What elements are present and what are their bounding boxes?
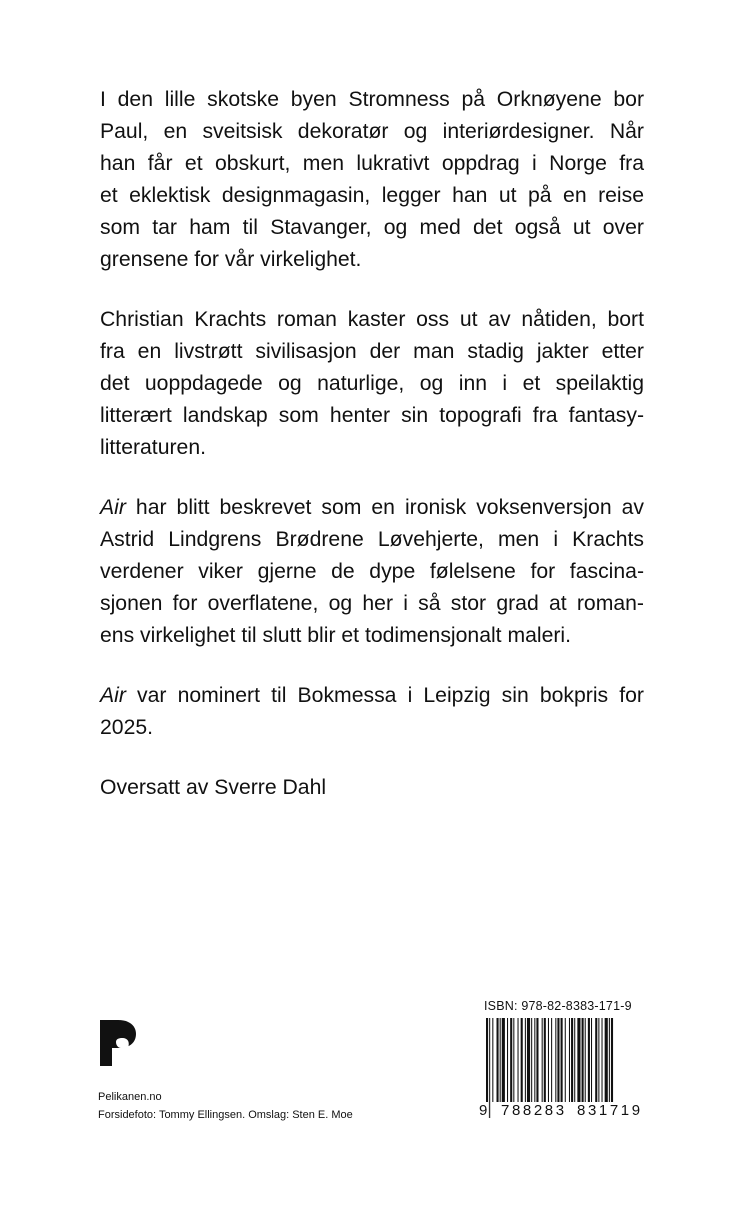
text-line: fra en livstrøtt sivilisasjon der man stadig jakter etter (100, 340, 644, 363)
text-line: verdener viker gjerne de dype følelsene for fascina- (100, 560, 644, 583)
barcode-bar (577, 1018, 580, 1102)
barcode-bar (582, 1018, 584, 1102)
text-line: litteraturen. (100, 436, 206, 459)
barcode-bar (565, 1018, 566, 1102)
text-line: Astrid Lindgrens Brødrene Løvehjerte, men i Krachts (100, 528, 644, 551)
barcode-bar (513, 1018, 514, 1102)
text-fragment: har blitt beskrevet som en ironisk voksenversjon av (125, 496, 644, 519)
barcode-bar (527, 1018, 530, 1102)
text-line: I den lille skotske byen Stromness på Orknøyene bor (100, 88, 644, 111)
barcode-bar (555, 1018, 556, 1102)
text-line: Oversatt av Sverre Dahl (100, 776, 327, 799)
cover-credits: Forsidefoto: Tommy Ellingsen. Omslag: Sten E. Moe (98, 1109, 353, 1121)
barcode-bar (536, 1018, 538, 1102)
barcode-right-digits: 831719 (577, 1102, 643, 1119)
barcode-digits (478, 1102, 648, 1122)
barcode-bar (557, 1018, 559, 1102)
barcode-bar (591, 1018, 592, 1102)
book-title: Air (100, 684, 126, 707)
isbn-label: ISBN: 978-82-8383-171-9 (484, 999, 632, 1013)
barcode-bar (492, 1018, 493, 1102)
text-line: Paul, en sveitsisk dekoratør og interiørdesigner. Når (100, 120, 644, 143)
text-line: ens virkelighet til slutt blir et todimensjonalt maleri. (100, 624, 572, 647)
paragraph-2 (100, 304, 644, 464)
barcode-bar (585, 1018, 586, 1102)
barcode-bar (598, 1018, 599, 1102)
barcode-bar (605, 1018, 608, 1102)
barcode-bar (521, 1018, 523, 1102)
barcode-bar (571, 1018, 573, 1102)
barcode-bar (510, 1018, 512, 1102)
barcode-bar (500, 1018, 501, 1102)
text-line (100, 492, 644, 524)
pelikanen-p-logo-icon (98, 1020, 138, 1066)
text-line: grensene for vår virkelighet. (100, 248, 362, 271)
text-fragment: var nominert til Bokmessa i Leipzig sin bokpris for (125, 684, 644, 707)
text-line: litterært landskap som henter sin topografi fra fantasy- (100, 404, 644, 427)
translator-credit (100, 772, 644, 804)
text-line: Christian Krachts roman kaster oss ut av nåtiden, bort (100, 308, 644, 331)
barcode-bar (544, 1018, 546, 1102)
barcode-bar (531, 1018, 532, 1102)
barcode-bar (502, 1018, 505, 1102)
text-line: det uoppdagede og naturlige, og inn i et speilaktig (100, 372, 644, 395)
paragraph-3 (100, 492, 644, 652)
book-title: Air (100, 496, 126, 519)
barcode-left-digits: 788283 (501, 1102, 567, 1119)
text-line: han får et obskurt, men lukrativt oppdrag i Norge fra (100, 152, 644, 175)
barcode-bar (534, 1018, 535, 1102)
text-line: sjonen for overflatene, og her i så stor grad at roman- (100, 592, 644, 615)
barcode-bar (525, 1018, 526, 1102)
barcode-bar (518, 1018, 519, 1102)
publisher-footer (98, 1088, 353, 1124)
barcode-bar (595, 1018, 597, 1102)
barcode-bar (602, 1018, 603, 1102)
back-cover-blurb (100, 84, 644, 832)
text-line: et eklektisk designmagasin, legger han ut på en reise (100, 184, 644, 207)
publisher-website: Pelikanen.no (98, 1091, 162, 1103)
barcode-bar (507, 1018, 508, 1102)
barcode-bar (588, 1018, 590, 1102)
barcode-bar (561, 1018, 563, 1102)
text-line: 2025. (100, 716, 154, 739)
paragraph-4 (100, 680, 644, 744)
barcode-bar (609, 1018, 610, 1102)
barcode-bar (542, 1018, 543, 1102)
barcode-bar (569, 1018, 570, 1102)
paragraph-1 (100, 84, 644, 276)
barcode-bar (497, 1018, 499, 1102)
barcode-first-digit: 9 (479, 1102, 488, 1119)
text-line (100, 680, 644, 712)
text-line: som tar ham til Stavanger, og med det også ut over (100, 216, 644, 239)
barcode-bar (551, 1018, 552, 1102)
barcode-bar (574, 1018, 575, 1102)
